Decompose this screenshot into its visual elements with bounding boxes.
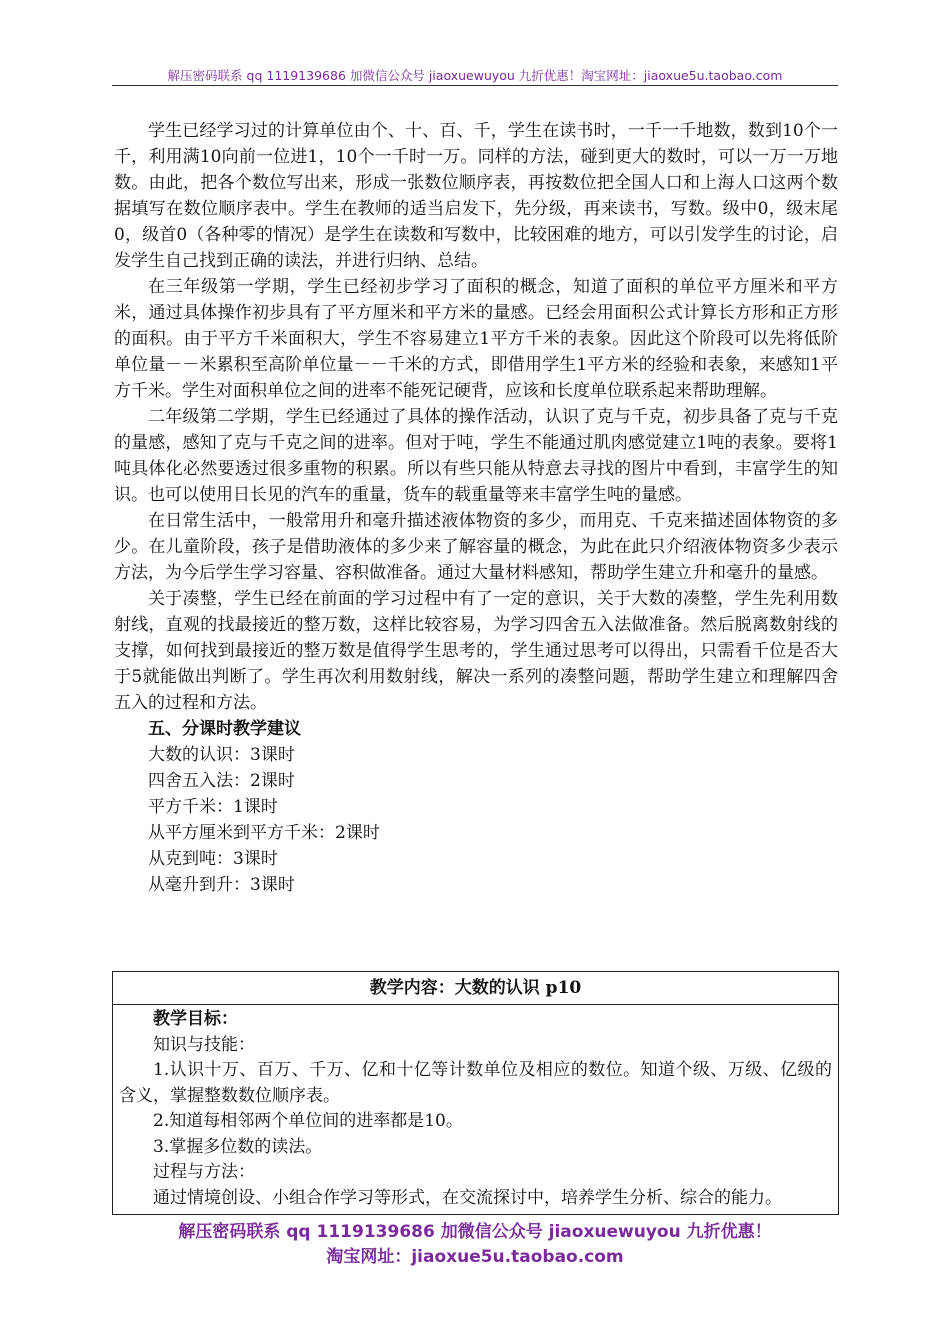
header-watermark-text: 解压密码联系 qq 1119139686 加微信公众号 jiaoxuewuyou 九折优惠！淘宝网址：jiaoxue5u.taobao.com (167, 68, 783, 83)
paragraph-square-km: 在三年级第一学期，学生已经初步学习了面积的概念，知道了面积的单位平方厘米和平方米，通过具体操作初步具有了平方厘米和平方米的量感。已经会用面积公式计算长方形和正方形的面积。由于平方千米面积大，学生不容易建立1平方千米的表象。因此这个阶段可以先将低阶单位量－－米累积至高阶单位量－－千米的方式，即借用学生1平方米的经验和表象，来感知1平方千米。学生对面积单位之间的进率不能死记硬背，应该和长度单位联系起来帮助理解。 (114, 277, 838, 401)
process-heading: 过程与方法： (153, 1162, 255, 1182)
paragraph-liters: 在日常生活中，一般常用升和毫升描述液体物资的多少，而用克、千克来描述固体物资的多少。在儿童阶段，孩子是借助液体的多少来了解容量的概念，为此在此只介绍液体物资多少表示方法，为今后学生学习容量、容积做准备。通过大量材料感知，帮助学生建立升和毫升的量感。 (114, 511, 838, 583)
paragraph-rounding: 关于凑整，学生已经在前面的学习过程中有了一定的意识，关于大数的凑整，学生先利用数射线，直观的找最接近的整万数，这样比较容易，为学习四舍五入法做准备。然后脱离数射线的支撑，如何找到最接近的整万数是值得学生思考的，学生通过思考可以得出，只需看千位是否大于5就能做出判断了。学生再次利用数射线，解决一系列的凑整问题，帮助学生建立和理解四舍五入的过程和方法。 (114, 589, 838, 713)
goal-item-2: 2.知道每相邻两个单位间的进率都是10。 (153, 1111, 463, 1131)
footer-watermark (100, 1220, 850, 1270)
paragraph-tons: 二年级第二学期，学生已经通过了具体的操作活动，认识了克与千克，初步具备了克与千克的量感，感知了克与千克之间的进率。但对于吨，学生不能通过肌肉感觉建立1吨的表象。要将1吨具体化必然要透过很多重物的积累。所以有些只能从特意去寻找的图片中看到，丰富学生的知识。也可以使用日长见的汽车的重量，货车的载重量等来丰富学生吨的量感。 (114, 407, 838, 505)
goal-item-1: 1.认识十万、百万、千万、亿和十亿等计数单位及相应的数位。知道个级、万级、亿级的含义，掌握整数数位顺序表。 (119, 1060, 832, 1106)
header-rule (112, 85, 838, 86)
body-text (114, 118, 838, 898)
knowledge-heading: 知识与技能： (153, 1034, 255, 1055)
footer-line-1: 解压密码联系 qq 1119139686 加微信公众号 jiaoxuewuyou 九折优惠！ (178, 1222, 772, 1242)
lesson-plan-box (112, 971, 839, 1215)
lesson-item: 从克到吨：3课时 (148, 849, 278, 869)
goal-heading: 教学目标： (153, 1009, 238, 1029)
lesson-item: 从平方厘米到平方千米：2课时 (148, 823, 380, 843)
lesson-item: 平方千米：1课时 (148, 797, 278, 817)
footer-line-2: 淘宝网址：jiaoxue5u.taobao.com (326, 1247, 624, 1267)
paragraph-big-numbers: 学生已经学习过的计算单位由个、十、百、千，学生在读书时，一千一千地数，数到10个一千，利用满10向前一位进1，10个一千时一万。同样的方法，碰到更大的数时，可以一万一万地数。由此，把各个数位写出来，形成一张数位顺序表，再按数位把全国人口和上海人口这两个数据填写在数位顺序表中。学生在教师的适当启发下，先分级，再来读书，写数。级中0，级末尾0，级首0（各种零的情况）是学生在读数和写数中，比较困难的地方，可以引发学生的讨论，启发学生自己找到正确的读法，并进行归纳、总结。 (114, 121, 838, 271)
section-title: 五、分课时教学建议 (148, 719, 301, 739)
goal-item-3: 3.掌握多位数的读法。 (153, 1136, 323, 1157)
process-text: 通过情境创设、小组合作学习等形式，在交流探讨中，培养学生分析、综合的能力。 (153, 1187, 782, 1208)
lesson-item: 大数的认识：3课时 (148, 745, 295, 765)
lesson-item: 从毫升到升：3课时 (148, 875, 295, 895)
lesson-plan-title: 教学内容：大数的认识 p10 (113, 972, 838, 1005)
lesson-item: 四舍五入法：2课时 (148, 771, 295, 791)
lesson-plan-body (113, 1005, 838, 1211)
